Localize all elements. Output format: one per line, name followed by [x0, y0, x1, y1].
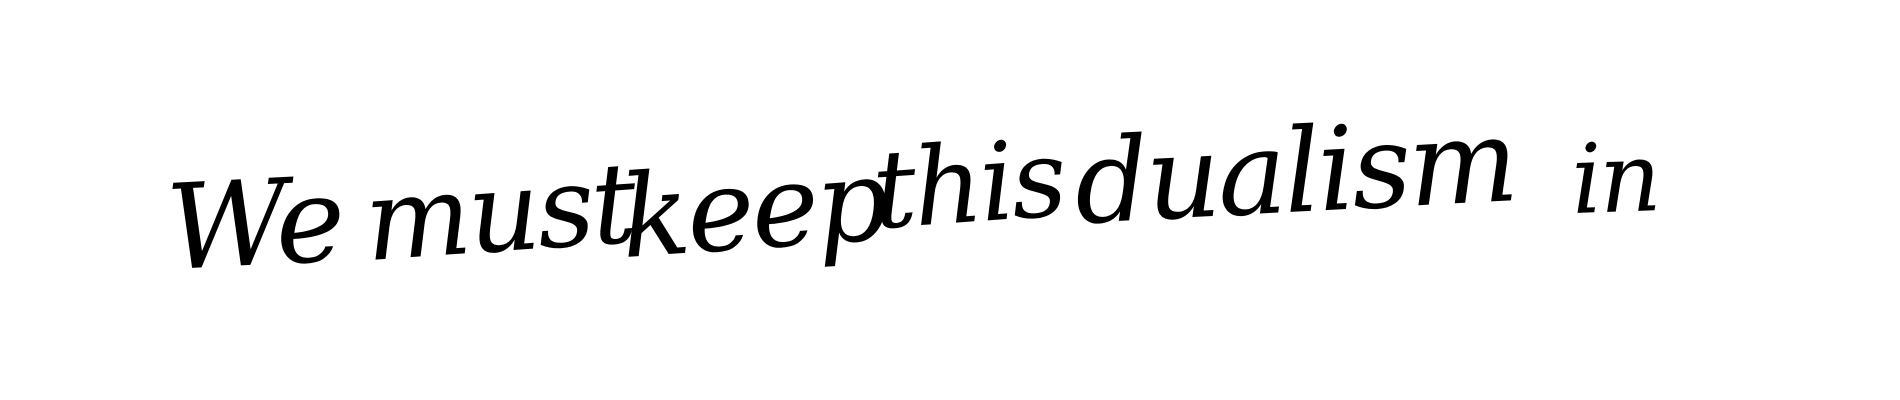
handwritten-word: must [360, 138, 638, 288]
handwritten-word: We [163, 150, 346, 298]
handwritten-word: this [868, 116, 1068, 255]
handwritten-word: in [1569, 121, 1660, 237]
handwritten-word: dualism [1071, 93, 1519, 252]
handwritten-word: keep [616, 132, 890, 285]
